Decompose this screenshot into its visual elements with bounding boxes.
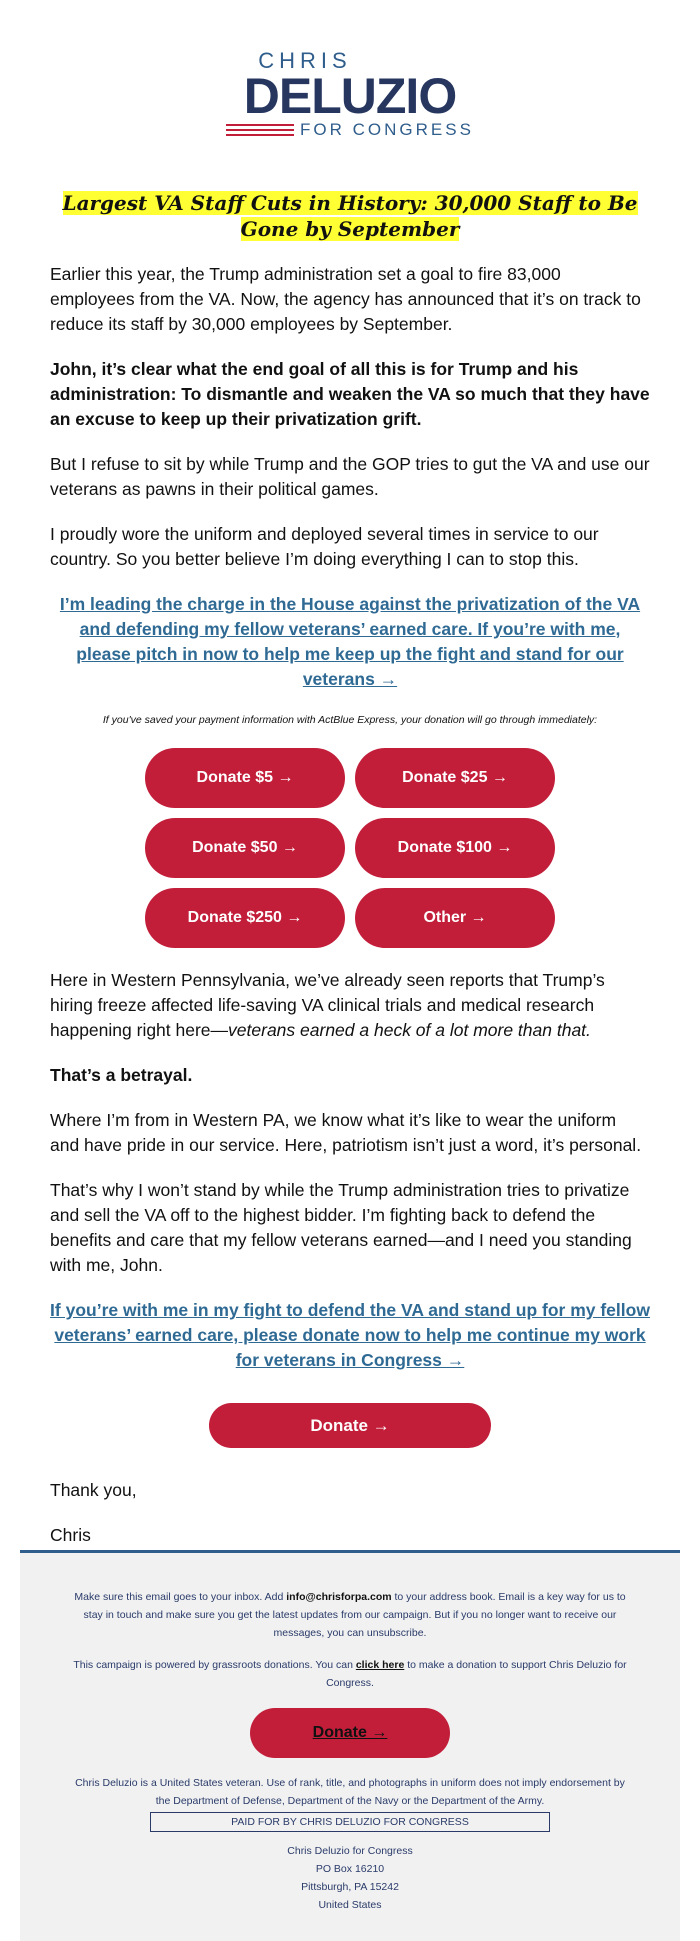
footer-inbox-note <box>70 1588 630 1642</box>
footer-donate-button[interactable]: Donate → <box>250 1708 450 1758</box>
donate-5-button[interactable]: Donate $5 → <box>145 748 345 808</box>
address-line-4: United States <box>318 1899 382 1911</box>
cta-link-1[interactable]: I’m leading the charge in the House against the privatization of the VA and defending my fellow veterans’ earned care. If you’re with me, please pitch in now to help me keep up the fight and stand for our veterans → <box>59 594 641 689</box>
donate-250-button[interactable]: Donate $250 → <box>145 888 345 948</box>
logo-for-congress-text: FOR CONGRESS <box>300 120 474 139</box>
paragraph-6: That’s a betrayal. <box>50 1065 193 1085</box>
cta-link-2[interactable]: If you’re with me in my fight to defend the VA and stand up for my fellow veterans’ earned care, please donate now to help me continue my work for veterans in Congress → <box>50 1300 650 1370</box>
address-line-1: Chris Deluzio for Congress <box>287 1845 413 1857</box>
donate-25-button[interactable]: Donate $25 → <box>355 748 555 808</box>
footer-disclaimer: Chris Deluzio is a United States veteran. Use of rank, title, and photographs in uniform does not imply endorsement by the Department of Defense, Department of the Navy or the Department of the Army. <box>75 1777 625 1807</box>
address-line-3: Pittsburgh, PA 15242 <box>301 1881 399 1893</box>
logo-tagline-row <box>0 120 700 140</box>
paragraph-5-italic: veterans earned a heck of a lot more than that. <box>228 1020 591 1040</box>
footer-powered-note <box>70 1656 630 1692</box>
paragraph-4: I proudly wore the uniform and deployed several times in service to our country. So you better believe I’m doing everything I can to stop this. <box>50 524 599 569</box>
headline-text: Largest VA Staff Cuts in History: 30,000 Staff to Be Gone by September <box>62 191 638 241</box>
donate-button[interactable]: Donate → <box>209 1403 491 1448</box>
paid-for-box: PAID FOR BY CHRIS DELUZIO FOR CONGRESS <box>150 1812 550 1832</box>
paragraph-5 <box>50 968 650 1043</box>
footer-inbox-post: to your address book. Email is a key way for us to stay in touch and make sure you get the latest updates from our campaign. But if you no longer want to receive our messages, you can unsubscribe. <box>83 1591 626 1639</box>
footer-email: info@chrisforpa.com <box>286 1591 392 1603</box>
actblue-express-note: If you've saved your payment information with ActBlue Express, your donation will go through immediately: <box>102 714 598 726</box>
email-body <box>0 262 700 1548</box>
paragraph-5-main: Here in Western Pennsylvania, we’ve already seen reports that Trump’s hiring freeze affected life-saving VA clinical trials and medical research happening right here— <box>50 970 605 1040</box>
logo-deluzio-text: DELUZIO <box>243 68 457 124</box>
footer-powered-post: to make a donation to support Chris Deluzio for Congress. <box>326 1659 627 1689</box>
donate-100-button[interactable]: Donate $100 → <box>355 818 555 878</box>
footer-powered-pre: This campaign is powered by grassroots donations. You can <box>73 1659 356 1671</box>
footer-inbox-pre: Make sure this email goes to your inbox. Add <box>74 1591 287 1603</box>
paragraph-8: That’s why I won’t stand by while the Trump administration tries to privatize and sell the VA off to the highest bidder. I’m fighting back to defend the benefits and care that my fellow veterans earned—and I need you standing with me, John. <box>50 1180 632 1275</box>
address-line-2: PO Box 16210 <box>315 1863 385 1875</box>
headline <box>40 190 660 242</box>
signature: Chris <box>50 1525 91 1545</box>
paragraph-7: Where I’m from in Western PA, we know what it’s like to wear the uniform and have pride in our service. Here, patriotism isn’t just a word, it’s personal. <box>50 1110 642 1155</box>
mailing-address <box>20 1842 680 1914</box>
donate-50-button[interactable]: Donate $50 → <box>145 818 345 878</box>
paragraph-1: Earlier this year, the Trump administration set a goal to fire 83,000 employees from the VA. Now, the agency has announced that it’s on track to reduce its staff by 30,000 employees by September. <box>50 264 641 334</box>
logo-chris-text: CHRIS <box>258 48 352 73</box>
logo-stripes-icon <box>226 121 294 139</box>
footer-click-here-link[interactable]: click here <box>355 1659 405 1671</box>
thank-you: Thank you, <box>50 1480 137 1500</box>
paragraph-2: John, it’s clear what the end goal of all this is for Trump and his administration: To dismantle and weaken the VA so much that they have an excuse to keep up their privatization grift. <box>50 359 650 429</box>
paragraph-3: But I refuse to sit by while Trump and the GOP tries to gut the VA and use our veterans as pawns in their political games. <box>50 454 650 499</box>
campaign-logo <box>0 0 700 160</box>
donate-button-grid <box>145 748 555 948</box>
donate-other-button[interactable]: Other → <box>355 888 555 948</box>
footer <box>20 1550 680 1941</box>
